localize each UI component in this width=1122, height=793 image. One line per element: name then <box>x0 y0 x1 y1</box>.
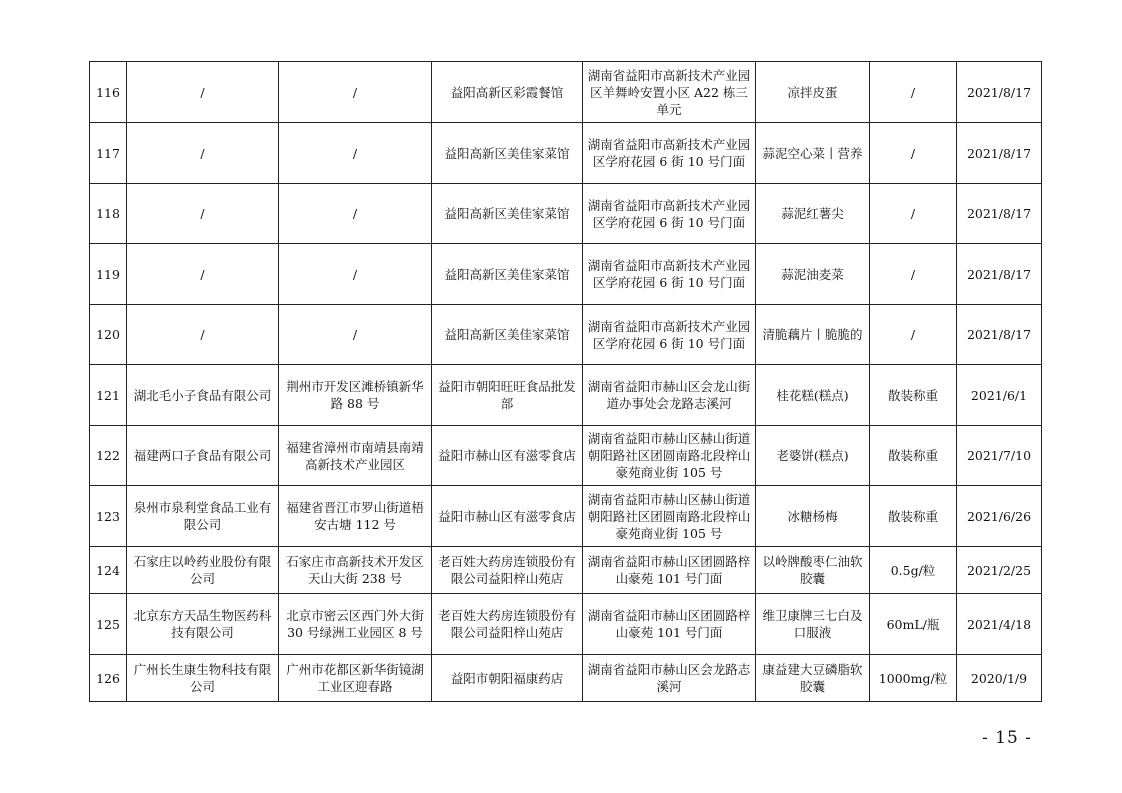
table-row <box>90 62 1042 123</box>
seller-address: 湖南省益阳市高新技术产业园区羊舞岭安置小区 A22 栋三单元 <box>583 62 756 123</box>
seller-name: 益阳高新区美佳家菜馆 <box>432 123 583 184</box>
production-date: 2020/1/9 <box>957 655 1042 702</box>
producer-name: / <box>127 305 279 365</box>
seller-address: 湖南省益阳市赫山区团圆路梓山豪苑 101 号门面 <box>583 594 756 655</box>
product-name: 老婆饼(糕点) <box>756 426 870 486</box>
seller-address: 湖南省益阳市赫山区团圆路梓山豪苑 101 号门面 <box>583 547 756 594</box>
table-row <box>90 547 1042 594</box>
seller-name: 益阳高新区美佳家菜馆 <box>432 305 583 365</box>
producer-name: / <box>127 184 279 244</box>
producer-name: / <box>127 62 279 123</box>
sampling-table <box>89 61 1042 702</box>
product-name: 蒜泥油麦菜 <box>756 244 870 305</box>
seller-name: 益阳高新区彩霞餐馆 <box>432 62 583 123</box>
table-row <box>90 365 1042 426</box>
specification: 散装称重 <box>870 486 957 547</box>
specification: 散装称重 <box>870 426 957 486</box>
seller-address: 湖南省益阳市高新技术产业园区学府花园 6 街 10 号门面 <box>583 305 756 365</box>
table-row <box>90 594 1042 655</box>
specification: / <box>870 62 957 123</box>
producer-address: 荆州市开发区滩桥镇新华路 88 号 <box>279 365 432 426</box>
production-date: 2021/8/17 <box>957 305 1042 365</box>
producer-address: / <box>279 62 432 123</box>
row-number: 116 <box>90 62 127 123</box>
seller-name: 益阳市赫山区有滋零食店 <box>432 426 583 486</box>
production-date: 2021/8/17 <box>957 184 1042 244</box>
producer-name: 福建两口子食品有限公司 <box>127 426 279 486</box>
page-number: - 15 - <box>982 728 1032 748</box>
producer-address: 福建省漳州市南靖县南靖高新技术产业园区 <box>279 426 432 486</box>
row-number: 124 <box>90 547 127 594</box>
product-name: 以岭牌酸枣仁油软胶囊 <box>756 547 870 594</box>
specification: / <box>870 123 957 184</box>
row-number: 119 <box>90 244 127 305</box>
seller-address: 湖南省益阳市赫山区会龙路志溪河 <box>583 655 756 702</box>
seller-name: 益阳市朝阳福康药店 <box>432 655 583 702</box>
production-date: 2021/8/17 <box>957 123 1042 184</box>
seller-name: 老百姓大药房连锁股份有限公司益阳梓山苑店 <box>432 594 583 655</box>
product-name: 蒜泥空心菜丨营养 <box>756 123 870 184</box>
product-name: 凉拌皮蛋 <box>756 62 870 123</box>
row-number: 126 <box>90 655 127 702</box>
row-number: 117 <box>90 123 127 184</box>
seller-name: 老百姓大药房连锁股份有限公司益阳梓山苑店 <box>432 547 583 594</box>
producer-address: 福建省晋江市罗山街道梧安古塘 112 号 <box>279 486 432 547</box>
seller-address: 湖南省益阳市高新技术产业园区学府花园 6 街 10 号门面 <box>583 184 756 244</box>
producer-name: 泉州市泉利堂食品工业有限公司 <box>127 486 279 547</box>
production-date: 2021/7/10 <box>957 426 1042 486</box>
seller-address: 湖南省益阳市赫山区赫山街道朝阳路社区团圆南路北段梓山豪苑商业街 105 号 <box>583 426 756 486</box>
table-row <box>90 305 1042 365</box>
row-number: 118 <box>90 184 127 244</box>
producer-address: / <box>279 123 432 184</box>
product-name: 桂花糕(糕点) <box>756 365 870 426</box>
production-date: 2021/2/25 <box>957 547 1042 594</box>
producer-address: 北京市密云区西门外大街 30 号绿洲工业园区 8 号 <box>279 594 432 655</box>
row-number: 121 <box>90 365 127 426</box>
producer-address: / <box>279 305 432 365</box>
specification: 1000mg/粒 <box>870 655 957 702</box>
specification: 0.5g/粒 <box>870 547 957 594</box>
seller-address: 湖南省益阳市高新技术产业园区学府花园 6 街 10 号门面 <box>583 123 756 184</box>
row-number: 120 <box>90 305 127 365</box>
table-row <box>90 426 1042 486</box>
row-number: 123 <box>90 486 127 547</box>
specification: / <box>870 244 957 305</box>
specification: / <box>870 184 957 244</box>
producer-name: / <box>127 244 279 305</box>
table-row <box>90 123 1042 184</box>
specification: 散装称重 <box>870 365 957 426</box>
seller-address: 湖南省益阳市赫山区会龙山街道办事处会龙路志溪河 <box>583 365 756 426</box>
table-row <box>90 486 1042 547</box>
product-name: 维卫康牌三七白及口服液 <box>756 594 870 655</box>
producer-name: / <box>127 123 279 184</box>
producer-address: / <box>279 244 432 305</box>
producer-address: / <box>279 184 432 244</box>
producer-address: 石家庄市高新技术开发区天山大街 238 号 <box>279 547 432 594</box>
producer-name: 石家庄以岭药业股份有限公司 <box>127 547 279 594</box>
table-row <box>90 244 1042 305</box>
product-name: 康益建大豆磷脂软胶囊 <box>756 655 870 702</box>
product-name: 冰糖杨梅 <box>756 486 870 547</box>
producer-address: 广州市花都区新华街镜湖工业区迎春路 <box>279 655 432 702</box>
producer-name: 湖北毛小子食品有限公司 <box>127 365 279 426</box>
producer-name: 北京东方天品生物医药科技有限公司 <box>127 594 279 655</box>
product-name: 蒜泥红薯尖 <box>756 184 870 244</box>
row-number: 122 <box>90 426 127 486</box>
specification: / <box>870 305 957 365</box>
product-name: 清脆藕片丨脆脆的 <box>756 305 870 365</box>
seller-name: 益阳高新区美佳家菜馆 <box>432 244 583 305</box>
production-date: 2021/4/18 <box>957 594 1042 655</box>
production-date: 2021/6/26 <box>957 486 1042 547</box>
seller-address: 湖南省益阳市赫山区赫山街道朝阳路社区团圆南路北段梓山豪苑商业街 105 号 <box>583 486 756 547</box>
production-date: 2021/8/17 <box>957 244 1042 305</box>
table-row <box>90 184 1042 244</box>
seller-name: 益阳市赫山区有滋零食店 <box>432 486 583 547</box>
table-row <box>90 655 1042 702</box>
seller-address: 湖南省益阳市高新技术产业园区学府花园 6 街 10 号门面 <box>583 244 756 305</box>
production-date: 2021/8/17 <box>957 62 1042 123</box>
seller-name: 益阳高新区美佳家菜馆 <box>432 184 583 244</box>
seller-name: 益阳市朝阳旺旺食品批发部 <box>432 365 583 426</box>
row-number: 125 <box>90 594 127 655</box>
producer-name: 广州长生康生物科技有限公司 <box>127 655 279 702</box>
production-date: 2021/6/1 <box>957 365 1042 426</box>
specification: 60mL/瓶 <box>870 594 957 655</box>
